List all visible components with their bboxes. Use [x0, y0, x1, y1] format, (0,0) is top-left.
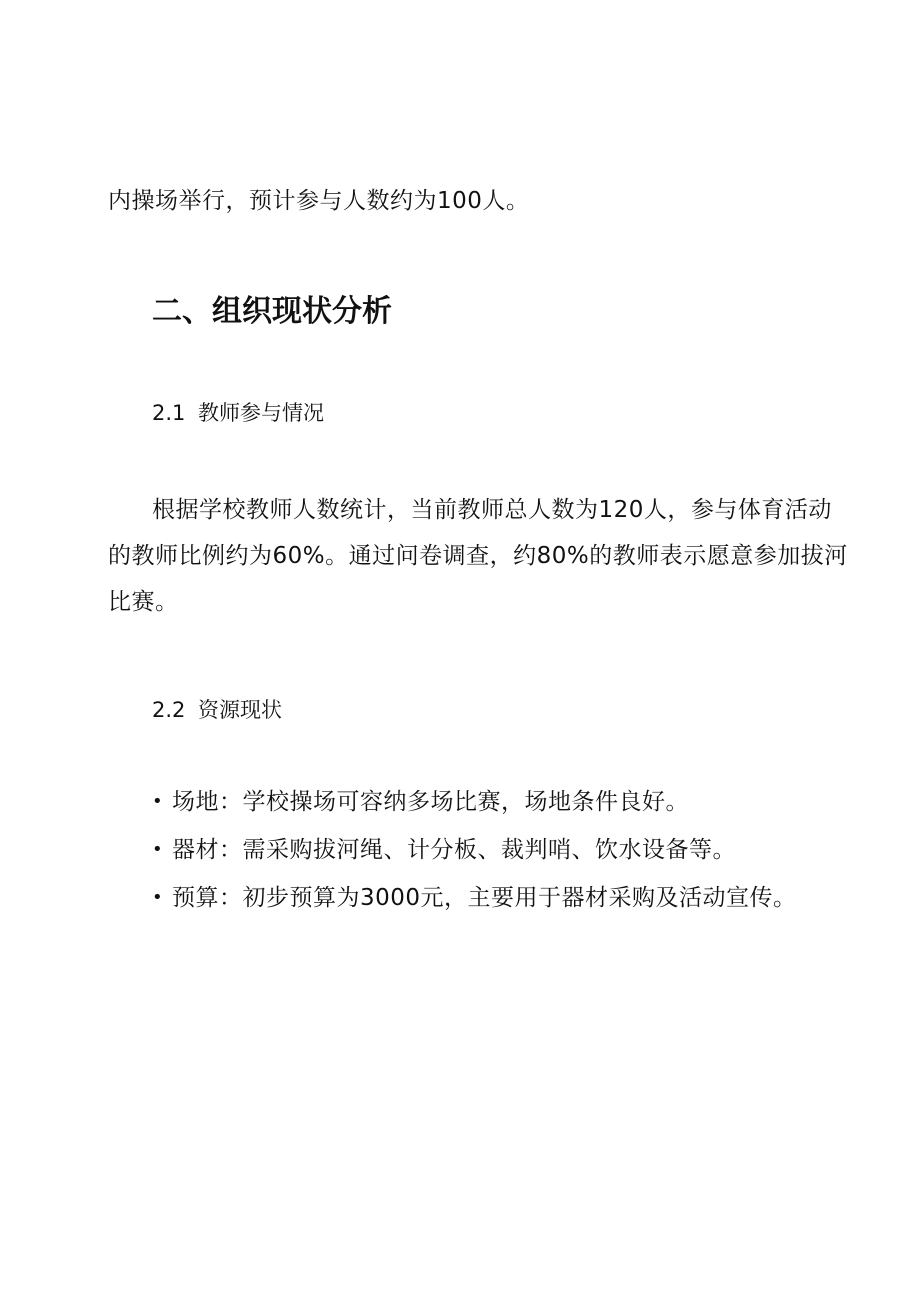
subheading-2-1 — [152, 400, 324, 426]
paragraph-line: 的教师比例约为60%。通过问卷调查，约80%的教师表示愿意参加拔河 — [108, 543, 848, 569]
subheading-number: 2.1 — [152, 401, 186, 425]
paragraph-line: 比赛。 — [108, 589, 179, 615]
list-item — [152, 788, 797, 836]
subheading-title: 教师参与情况 — [198, 401, 324, 425]
continuation-text: 内操场举行，预计参与人数约为100人。 — [108, 188, 530, 214]
list-item-text: 器材：需采购拔河绳、计分板、裁判哨、饮水设备等。 — [172, 837, 736, 863]
subheading-2-2 — [152, 697, 282, 723]
bullet-icon: • — [152, 791, 164, 812]
resource-list — [152, 788, 797, 932]
list-item-text: 场地：学校操场可容纳多场比赛，场地条件良好。 — [172, 789, 689, 815]
section-heading: 二、组织现状分析 — [152, 294, 392, 329]
bullet-icon: • — [152, 887, 164, 908]
subheading-title: 资源现状 — [198, 698, 282, 722]
teacher-participation-paragraph — [108, 487, 848, 625]
paragraph-line: 根据学校教师人数统计，当前教师总人数为120人，参与体育活动 — [152, 497, 832, 523]
list-item — [152, 836, 797, 884]
subheading-number: 2.2 — [152, 698, 186, 722]
list-item — [152, 884, 797, 932]
bullet-icon: • — [152, 839, 164, 860]
list-item-text: 预算：初步预算为3000元，主要用于器材采购及活动宣传。 — [172, 885, 797, 911]
